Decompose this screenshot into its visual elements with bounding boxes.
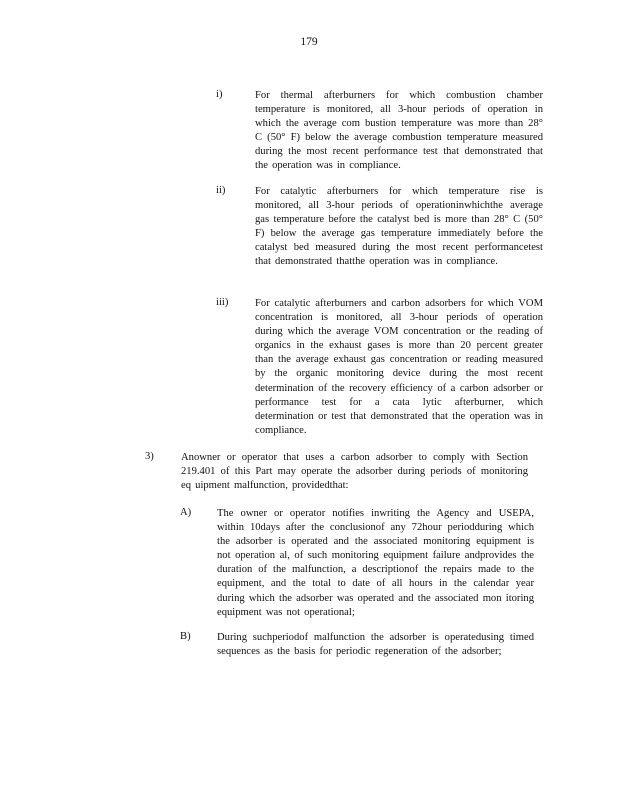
list-marker: B)	[180, 631, 191, 642]
page-number: 179	[300, 36, 318, 48]
list-marker: ii)	[216, 185, 226, 196]
list-marker: iii)	[216, 297, 229, 308]
list-item-text: For catalytic afterburners and carbon adsorbers for which VOM concentration is monitored, all 3-hour periods of operation during which the average VOM concentration or the reading of organics in the exhaust gases is more than 20 percent greater than the average exhaust gas concentration or reading measured by the organic monitoring device during the most recent determination of the recovery efficiency of a carbon adsorber or performance test for a cata lytic afterburner, which determination or test that demonstrated that the operation was in compliance.	[255, 298, 543, 436]
list-item-text: For catalytic afterburners for which temperature rise is monitored, all 3-hour periods of operationinwhichthe average gas temperature before the catalyst bed is more than 28° C (50° F) below the average gas temperature immediately before the catalyst bed measured during the most recent performancetest that demonstrated thatthe operation was in compliance.	[255, 186, 543, 268]
list-marker: i)	[216, 89, 223, 100]
list-item-text: The owner or operator notifies inwriting the Agency and USEPA, within 10days after the conclusionof any 72hour periodduring which the adsorber is operated and the associated monitoring equipment is not operation al, of such monitoring equipment failure andprovides the duration of the malfunction, a descriptionof the repairs made to the equipment, and the total to date of all hours in the calendar year during which the adsorber was operated and the associated mon itoring equipment was not operational;	[217, 508, 534, 618]
list-item-text: For thermal afterburners for which combustion chamber temperature is monitored, all 3-hour periods of operation in which the average com bustion temperature was more than 28° C (50° F) below the average combustion temperature measured during the most recent performance test that demonstrated that the operation was in compliance.	[255, 90, 543, 172]
list-marker: 3)	[145, 451, 154, 462]
list-item-text: During suchperiodof malfunction the adsorber is operatedusing timed sequences as the basis for periodic regeneration of the adsorber;	[217, 632, 534, 658]
list-marker: A)	[180, 507, 192, 518]
list-item-text: Anowner or operator that uses a carbon adsorber to comply with Section 219.401 of this Part may operate the adsorber during periods of monitoring eq uipment malfunction, providedthat:	[181, 452, 528, 492]
